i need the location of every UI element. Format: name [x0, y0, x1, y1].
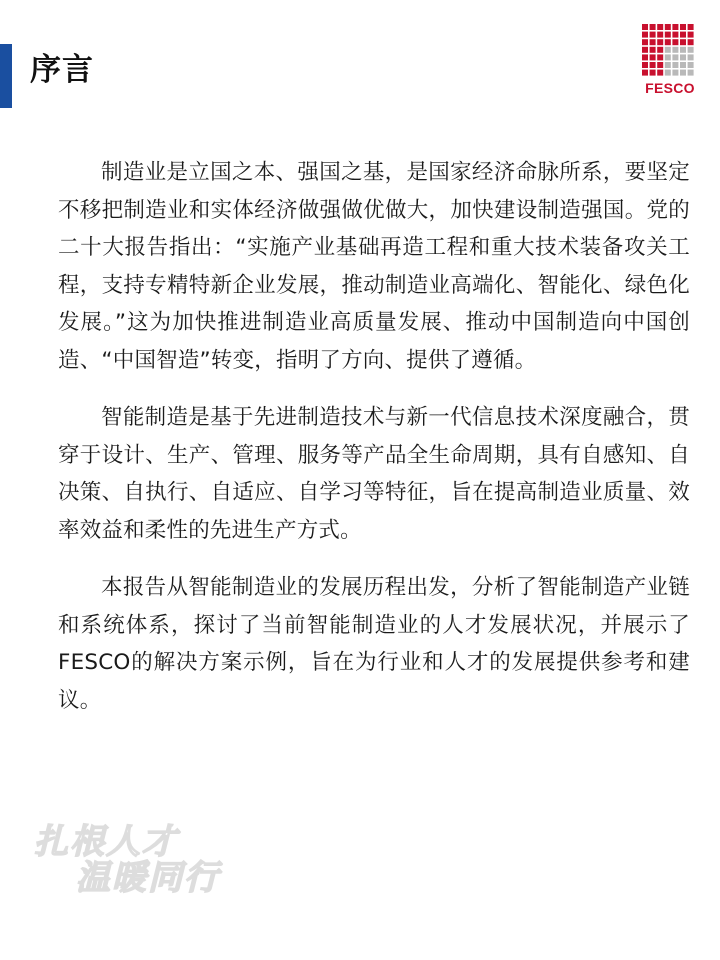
preface-body	[58, 154, 690, 739]
fesco-logo	[642, 24, 698, 96]
watermark	[34, 814, 264, 898]
title-accent-bar	[0, 44, 12, 108]
watermark-line-1: 扎根人才	[34, 822, 178, 862]
paragraph-3: 本报告从智能制造业的发展历程出发，分析了智能制造产业链和系统体系，探讨了当前智能制造业的人才发展状况，并展示了FESCO的解决方案示例，旨在为行业和人才的发展提供参考和建议。	[58, 575, 690, 713]
logo-text: FESCO	[645, 80, 695, 96]
logo-dot-grid-icon	[642, 24, 698, 78]
paragraph-1: 制造业是立国之本、强国之基，是国家经济命脉所系，要坚定不移把制造业和实体经济做强做优做大，加快建设制造强国。党的二十大报告指出：“实施产业基础再造工程和重大技术装备攻关工程，支持专精特新企业发展，推动制造业高端化、智能化、绿色化发展。”这为加快推进制造业高质量发展、推动中国制造向中国创造、“中国智造”转变，指明了方向、提供了遵循。	[58, 160, 690, 373]
page-title: 序言	[30, 52, 94, 88]
paragraph-2: 智能制造是基于先进制造技术与新一代信息技术深度融合，贯穿于设计、生产、管理、服务等产品全生命周期，具有自感知、自决策、自执行、自适应、自学习等特征，旨在提高制造业质量、效率效益和柔性的先进生产方式。	[58, 405, 690, 543]
watermark-line-2: 温暖同行	[76, 858, 220, 898]
